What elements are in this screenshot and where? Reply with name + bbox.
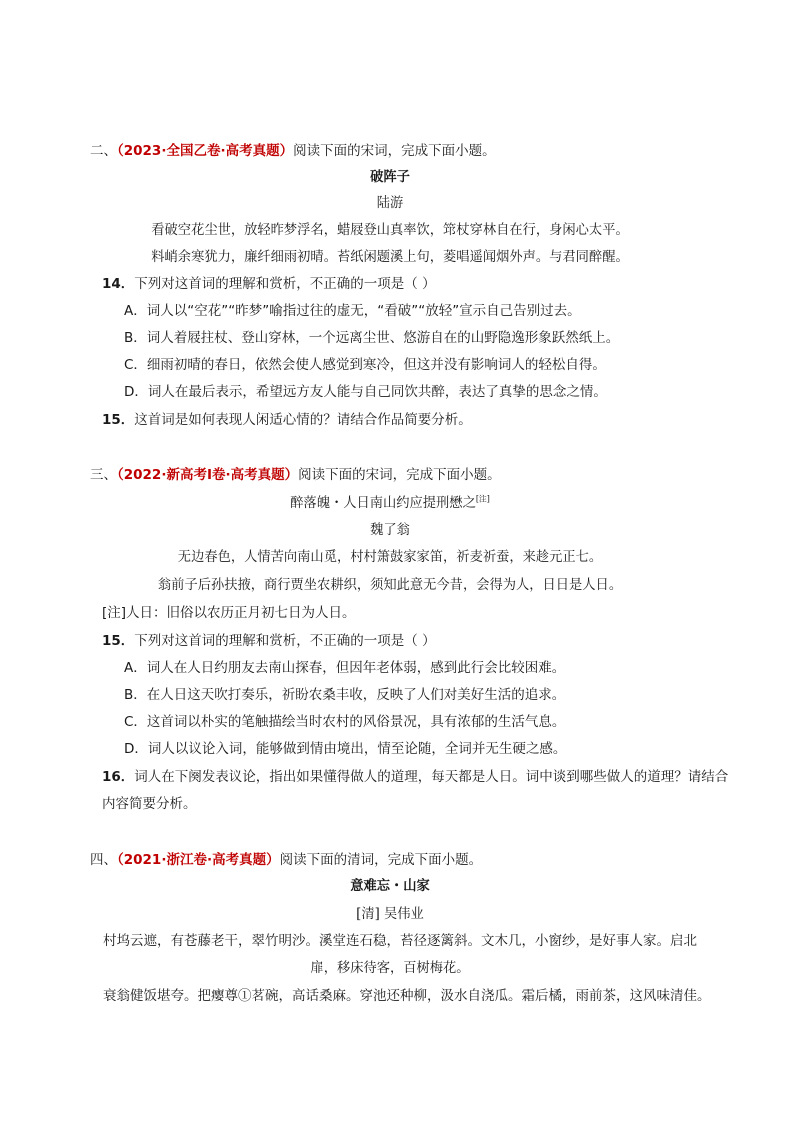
option-d: D．词人在最后表示，希望远方友人能与自己同饮共醉，表达了真挚的思念之情。 (124, 384, 607, 400)
question-text-cont: 内容简要分析。 (102, 796, 197, 812)
section-instruction: 阅读下面的清词，完成下面小题。 (279, 852, 483, 868)
section-header (90, 465, 501, 485)
question-number: 14． (102, 276, 135, 292)
poem-line: 扉，移床待客，百树梅花。 (310, 960, 470, 976)
option-c: C．这首词以朴实的笔触描绘当时农村的风俗景况，具有浓郁的生活气息。 (124, 714, 566, 730)
option-b: B．在人日这天吹打奏乐，祈盼农桑丰收，反映了人们对美好生活的追求。 (124, 687, 566, 703)
option-a: A．词人以“空花”“昨梦”喻指过往的虚无，“看破”“放轻”宣示自己告别过去。 (124, 303, 581, 319)
section-number: 二、 (90, 143, 117, 159)
source-open-paren: （ (117, 467, 124, 483)
question-stem (102, 767, 728, 787)
poem-author: 魏了翁 (370, 522, 410, 538)
question-stem (102, 631, 436, 651)
question-stem (102, 274, 436, 294)
poem-line: 村坞云遮，有苍藤老干，翠竹明沙。溪堂连石稳，苔径逐篱斜。文木几，小窗纱，是好事人家。启北 (103, 933, 697, 949)
poem-author: 陆游 (376, 195, 404, 211)
poem-line: 看破空花尘世，放轻昨梦浮名，蜡屐登山真率饮，筇杖穿林自在行，身闲心太平。 (151, 222, 629, 238)
exam-source: 2022·新高考Ⅰ卷·高考真题 (123, 467, 285, 483)
section-instruction: 阅读下面的宋词，完成下面小题。 (298, 467, 501, 483)
poem-title (0, 493, 780, 513)
question-text: 下列对这首词的理解和赏析，不正确的一项是（ ） (134, 633, 436, 649)
exam-source: 2021·浙江卷·高考真题 (123, 852, 267, 868)
source-open-paren: （ (117, 852, 124, 868)
poem-title: 意难忘・山家 (350, 878, 430, 894)
option-a: A．词人在人日约朋友去南山探春，但因年老体弱，感到此行会比较困难。 (124, 660, 566, 676)
option-d: D．词人以议论入词，能够做到情由境出，情至论随，全词并无生硬之感。 (124, 741, 567, 757)
poem-line: 无边春色，人情苦向南山觅，村村箫鼓家家笛，祈麦祈蚕，来趁元正七。 (177, 549, 603, 565)
poem-line: 衰翁健饭堪夸。把瘿尊①茗碗，高话桑麻。穿池还种柳，汲水自浇瓜。霜后橘，雨前茶，这风味清佳。 (103, 988, 711, 1004)
section-number: 三、 (90, 467, 117, 483)
question-number: 16． (102, 769, 135, 785)
section-header (90, 141, 496, 161)
question-text: 词人在下阕发表议论，指出如果懂得做人的道理，每天都是人日。词中谈到哪些做人的道理？请结合 (134, 769, 729, 785)
section-number: 四、 (90, 852, 117, 868)
question-stem (102, 410, 472, 430)
poem-title-text: 醉落魄・人日南山约应提刑懋之 (290, 495, 476, 511)
source-close-paren: ） (266, 852, 280, 868)
source-close-paren: ） (279, 143, 294, 159)
question-text: 这首词是如何表现人闲适心情的？请结合作品简要分析。 (134, 412, 472, 428)
question-number: 15． (102, 412, 135, 428)
section-header (90, 850, 482, 870)
question-number: 15． (102, 633, 135, 649)
poem-line: 料峭余寒犹力，廉纤细雨初晴。苔纸闲题溪上句，菱唱遥闻烟外声。与君同醉醒。 (151, 249, 629, 265)
section-instruction: 阅读下面的宋词，完成下面小题。 (293, 143, 496, 159)
option-b: B．词人着屐拄杖、登山穿林，一个远离尘世、悠游自在的山野隐逸形象跃然纸上。 (124, 330, 620, 346)
question-text: 下列对这首词的理解和赏析，不正确的一项是（ ） (134, 276, 436, 292)
footnote-marker: [注] (475, 494, 490, 504)
source-close-paren: ） (284, 467, 299, 483)
source-open-paren: （ (117, 143, 124, 159)
exam-source: 2023·全国乙卷·高考真题 (123, 143, 280, 159)
poem-note: [注]人日：旧俗以农历正月初七日为人日。 (102, 605, 356, 621)
poem-line: 翁前子后孙扶掖，商行贾坐农耕织，须知此意无今昔，会得为人，日日是人日。 (157, 577, 623, 593)
poem-title: 破阵子 (370, 169, 410, 185)
option-c: C．细雨初晴的春日，依然会使人感觉到寒冷，但这并没有影响词人的轻松自得。 (124, 357, 606, 373)
poem-author: [清] 吴伟业 (356, 906, 424, 922)
